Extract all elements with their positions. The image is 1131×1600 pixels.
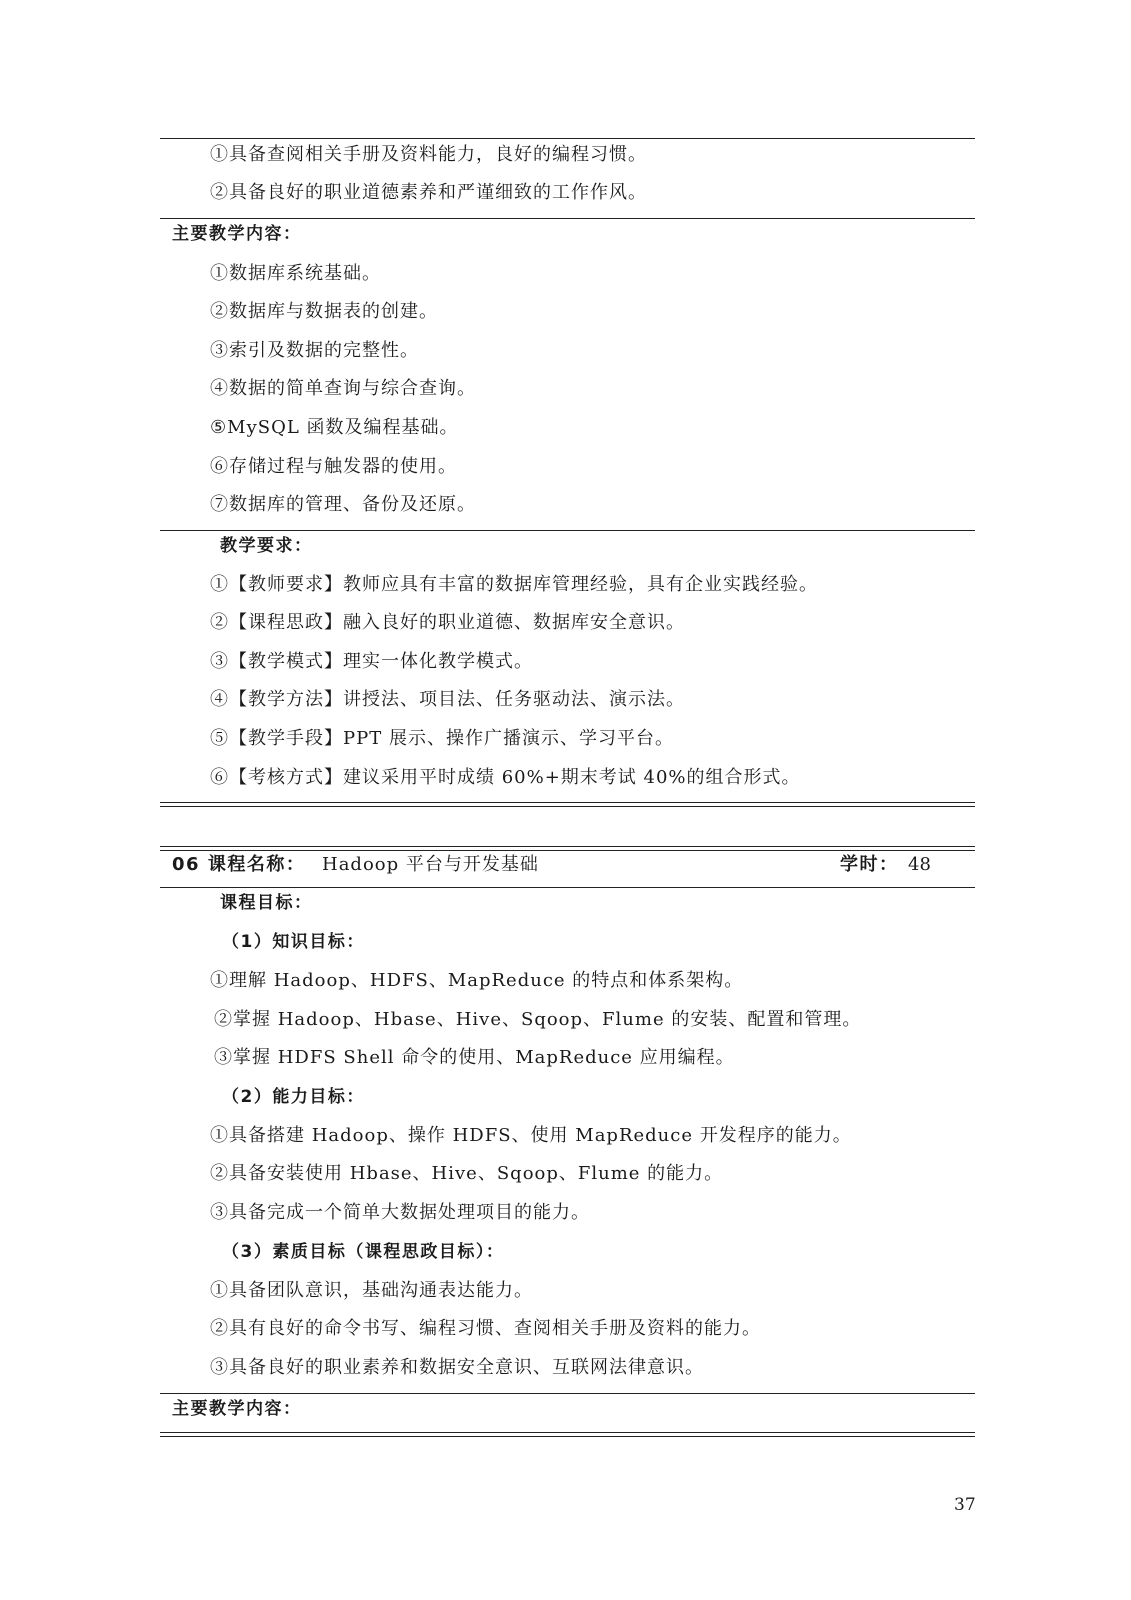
page-number: 37 (954, 1495, 976, 1515)
table-rule (160, 806, 975, 807)
content-item: ①数据库系统基础。 (210, 263, 381, 284)
requirement-item: ②【课程思政】融入良好的职业道德、数据库安全意识。 (210, 612, 685, 633)
requirements-heading: 教学要求： (220, 536, 313, 556)
content-item: ⑦数据库的管理、备份及还原。 (210, 494, 476, 515)
table-rule (160, 850, 975, 851)
table-rule (160, 846, 975, 847)
table-rule (160, 1432, 975, 1433)
table-rule (160, 218, 975, 219)
quality-item: ③具备良好的职业素养和数据安全意识、互联网法律意识。 (210, 1357, 704, 1378)
table-rule (160, 138, 975, 139)
knowledge-heading: （1）知识目标： (222, 932, 365, 952)
content-item: ③索引及数据的完整性。 (210, 340, 419, 361)
course-header (172, 852, 932, 880)
requirement-item: ⑤【教学手段】PPT 展示、操作广播演示、学习平台。 (210, 728, 674, 749)
ability-item: ③具备完成一个简单大数据处理项目的能力。 (210, 1202, 590, 1223)
content-item: ②数据库与数据表的创建。 (210, 301, 438, 322)
ability-heading: （2）能力目标： (222, 1087, 365, 1107)
table-rule (160, 1393, 975, 1394)
table-rule (160, 802, 975, 803)
requirement-item: ③【教学模式】理实一体化教学模式。 (210, 651, 533, 672)
table-rule (160, 530, 975, 531)
content-item: ⑥存储过程与触发器的使用。 (210, 456, 457, 477)
course-name: Hadoop 平台与开发基础 (322, 854, 539, 875)
hours-label: 学时： (840, 854, 899, 875)
objectives-heading: 课程目标： (220, 893, 313, 913)
knowledge-item: ①理解 Hadoop、HDFS、MapReduce 的特点和体系架构。 (210, 970, 744, 991)
requirement-item: ①【教师要求】教师应具有丰富的数据库管理经验，具有企业实践经验。 (210, 574, 818, 595)
quality-item: ②具有良好的命令书写、编程习惯、查阅相关手册及资料的能力。 (210, 1318, 761, 1339)
hours-value: 48 (908, 854, 931, 875)
table-rule (160, 1436, 975, 1437)
quality-heading: （3）素质目标（课程思政目标）： (222, 1242, 505, 1262)
content-item: ⑤MySQL 函数及编程基础。 (210, 417, 459, 438)
requirement-item: ④【教学方法】讲授法、项目法、任务驱动法、演示法。 (210, 689, 685, 710)
content-item: ④数据的简单查询与综合查询。 (210, 378, 476, 399)
ability-item: ①具备搭建 Hadoop、操作 HDFS、使用 MapReduce 开发程序的能力。 (210, 1125, 852, 1146)
ability-item: ①具备查阅相关手册及资料能力，良好的编程习惯。 (210, 144, 647, 165)
quality-item: ①具备团队意识，基础沟通表达能力。 (210, 1280, 533, 1301)
ability-item: ②具备安装使用 Hbase、Hive、Sqoop、Flume 的能力。 (210, 1163, 724, 1184)
content-heading: 主要教学内容： (172, 224, 302, 244)
knowledge-item: ②掌握 Hadoop、Hbase、Hive、Sqoop、Flume 的安装、配置和管理。 (214, 1009, 862, 1030)
knowledge-item: ③掌握 HDFS Shell 命令的使用、MapReduce 应用编程。 (214, 1047, 735, 1068)
content-heading: 主要教学内容： (172, 1399, 302, 1419)
ability-item: ②具备良好的职业道德素养和严谨细致的工作作风。 (210, 182, 647, 203)
table-rule (160, 887, 975, 888)
course-number-label: 06 课程名称： (172, 854, 306, 875)
requirement-item: ⑥【考核方式】建议采用平时成绩 60%+期末考试 40%的组合形式。 (210, 767, 801, 788)
